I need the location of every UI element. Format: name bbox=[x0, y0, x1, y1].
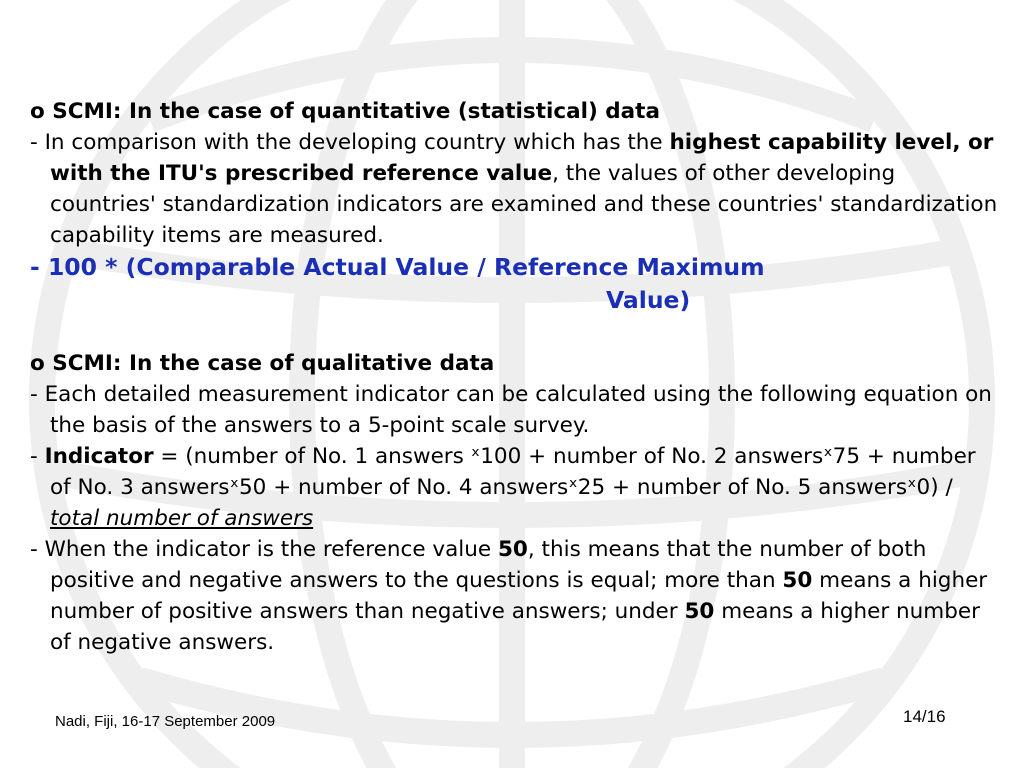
bullet-comparison bbox=[30, 127, 1000, 251]
indicator-label: Indicator bbox=[44, 444, 154, 469]
footer-location: Nadi, Fiji, 16-17 September 2009 bbox=[55, 713, 276, 730]
bullet-indicator bbox=[30, 441, 1000, 534]
reference-text-4: means a higher number of negative answers. bbox=[50, 599, 980, 655]
indicator-denominator: total number of answers bbox=[50, 506, 314, 531]
bullet-reference-value bbox=[30, 534, 1000, 658]
indicator-dash: - bbox=[30, 444, 45, 469]
slide-body bbox=[30, 96, 1000, 658]
reference-text-2: , this means that the number of both positive and negative answers to the questions is equal; more than bbox=[50, 537, 927, 593]
reference-value-3: 50 bbox=[684, 599, 715, 624]
bullet-comparison-bold: highest capability level, or with the ITU's prescribed reference value bbox=[50, 130, 994, 186]
bullet-comparison-suffix: , the values of other developing countries' standardization indicators are examined and these countries' standardization capability items are measured. bbox=[50, 161, 998, 248]
bullet-comparison-prefix: - In comparison with the developing country which has the bbox=[30, 130, 670, 155]
section-heading-qualitative: o SCMI: In the case of qualitative data bbox=[30, 351, 495, 376]
page-number: 14/16 bbox=[903, 707, 946, 726]
formula-dash: - bbox=[30, 253, 48, 281]
reference-value-1: 50 bbox=[497, 537, 528, 562]
formula-line2: Value) bbox=[606, 286, 691, 314]
reference-value-2: 50 bbox=[782, 568, 813, 593]
bullet-measurement: - Each detailed measurement indicator can be calculated using the following equation on the basis of the answers to a 5-point scale survey. bbox=[30, 382, 992, 438]
formula bbox=[30, 251, 1000, 317]
indicator-equation: = (number of No. 1 answers ˣ100 + number of No. 2 answersˣ75 + number of No. 3 answersˣ50 + number of No. 4 answersˣ25 + number of No. 5 answersˣ0) / bbox=[50, 444, 976, 500]
section-heading-quantitative: o SCMI: In the case of quantitative (statistical) data bbox=[30, 99, 660, 124]
formula-line1: 100 * (Comparable Actual Value / Reference Maximum bbox=[47, 253, 765, 281]
reference-text-3: means a higher number of positive answers than negative answers; under bbox=[50, 568, 988, 624]
reference-text-1: - When the indicator is the reference value bbox=[30, 537, 498, 562]
